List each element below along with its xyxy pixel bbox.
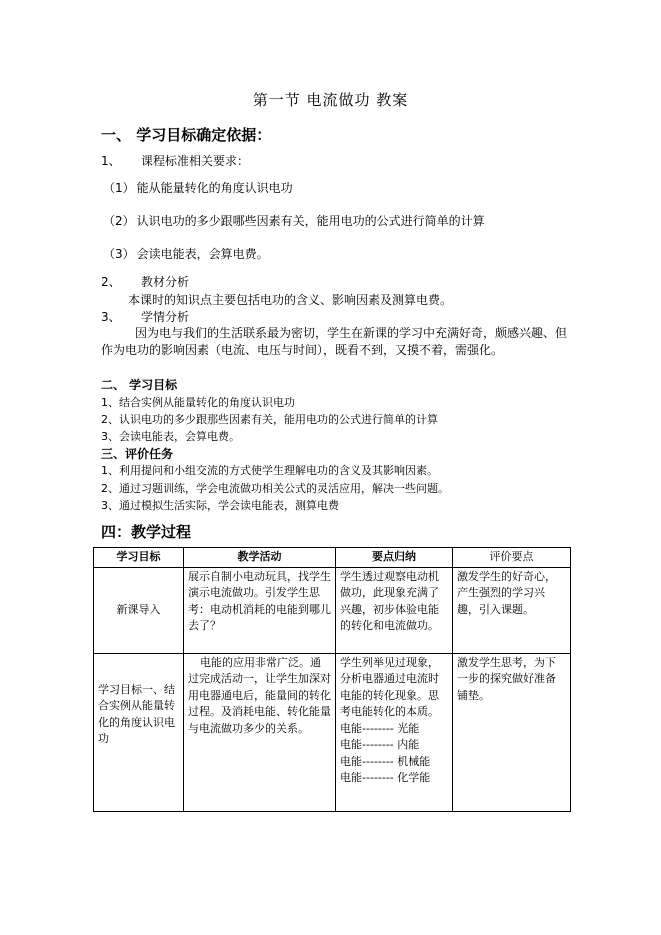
column-header: 评价要点 [453, 548, 571, 568]
requirement-text: 会读电能表，会算电费。 [136, 247, 269, 261]
item-number: 3、 [101, 310, 121, 324]
requirement-text: 认识电功的多少跟哪些因素有关，能用电功的公式进行简单的计算 [136, 214, 485, 228]
energy-conversion: 电能-------- 化学能 [340, 771, 431, 784]
requirement-number: （3） [103, 247, 135, 261]
row-evaluation: 激发学生的好奇心，产生强烈的学习兴趣，引入课题。 [453, 567, 571, 653]
item-number: 1、 [101, 154, 121, 168]
column-header: 学习目标 [94, 548, 184, 568]
section1-item3 [101, 308, 189, 325]
energy-conversion: 电能-------- 光能 [340, 721, 420, 735]
table-row [94, 567, 571, 653]
row-goal: 学习目标一、结合实例从能量转化的角度认识电功 [94, 653, 184, 811]
goal-item: 3、会读电能表，会算电费。 [101, 430, 240, 443]
student-analysis-text: 因为电与我们的生活联系最为密切，学生在新课的学习中充满好奇，颇感兴趣、但作为电功的影响因素（电流、电压与时间），既看不到，又摸不着，需强化。 [101, 326, 568, 357]
row-goal: 新课导入 [94, 567, 184, 653]
evaluation-item: 3、通过模拟生活实际，学会读电能表，测算电费 [101, 499, 339, 512]
page-title: 第一节 电流做功 教案 [252, 91, 409, 109]
evaluation-item: 2、通过习题训练，学会电流做功相关公式的灵活应用，解决一些问题。 [101, 482, 449, 495]
row-points-cell [336, 653, 453, 811]
row-activity: 电能的应用非常广泛。通过完成活动一，让学生加深对用电器通电后，能量间的转化过程。及消耗电能、转化能量与电流做功多少的关系。 [184, 653, 336, 811]
item-number: 2、 [101, 275, 121, 289]
requirement-text: 能从能量转化的角度认识电功 [136, 181, 293, 195]
row-activity: 展示自制小电动玩具，找学生演示电流做功。引发学生思考：电动机消耗的电能到哪儿去了？ [184, 567, 336, 653]
evaluation-item: 1、利用提问和小组交流的方式使学生理解电功的含义及其影响因素。 [101, 464, 438, 477]
goal-item: 2、认识电功的多少跟那些因素有关，能用电功的公式进行简单的计算 [101, 413, 438, 426]
requirement-3 [103, 245, 269, 262]
energy-conversion: 电能-------- 机械能 [340, 754, 431, 768]
requirement-number: （1） [103, 181, 135, 195]
textbook-analysis-text: 本课时的知识点主要包括电功的含义、影响因素及测算电费。 [128, 293, 453, 307]
item-label: 学情分析 [141, 310, 190, 324]
requirement-1 [103, 179, 293, 196]
table-header-row [94, 548, 571, 568]
item-label: 课程标准相关要求： [141, 154, 250, 168]
row-points: 学生列举见过现象，分析电器通过电流时电能的转化现象。思考电能转化的本质。 [340, 655, 439, 718]
row-evaluation: 激发学生思考，为下一步的探究做好准备铺垫。 [453, 653, 571, 811]
requirement-number: （2） [103, 214, 135, 228]
goal-item: 1、结合实例从能量转化的角度认识电功 [101, 396, 295, 409]
item-label: 教材分析 [141, 275, 190, 289]
column-header: 要点归纳 [336, 548, 453, 568]
section1-item2 [101, 273, 189, 290]
section4-heading: 四：教学过程 [101, 523, 192, 541]
section2-heading: 二、 学习目标 [101, 378, 178, 392]
teaching-process-table [93, 547, 571, 812]
section1-heading: 一、 学习目标确定依据： [101, 126, 272, 144]
requirement-2 [103, 212, 485, 229]
energy-conversion: 电能-------- 内能 [340, 738, 420, 751]
section1-item1 [101, 152, 249, 169]
section3-heading: 三、评价任务 [101, 447, 174, 461]
column-header: 教学活动 [184, 548, 336, 568]
row-points: 学生透过观察电动机做功，此现象充满了兴趣，初步体验电能的转化和电流做功。 [336, 567, 453, 653]
table-row [94, 653, 571, 811]
